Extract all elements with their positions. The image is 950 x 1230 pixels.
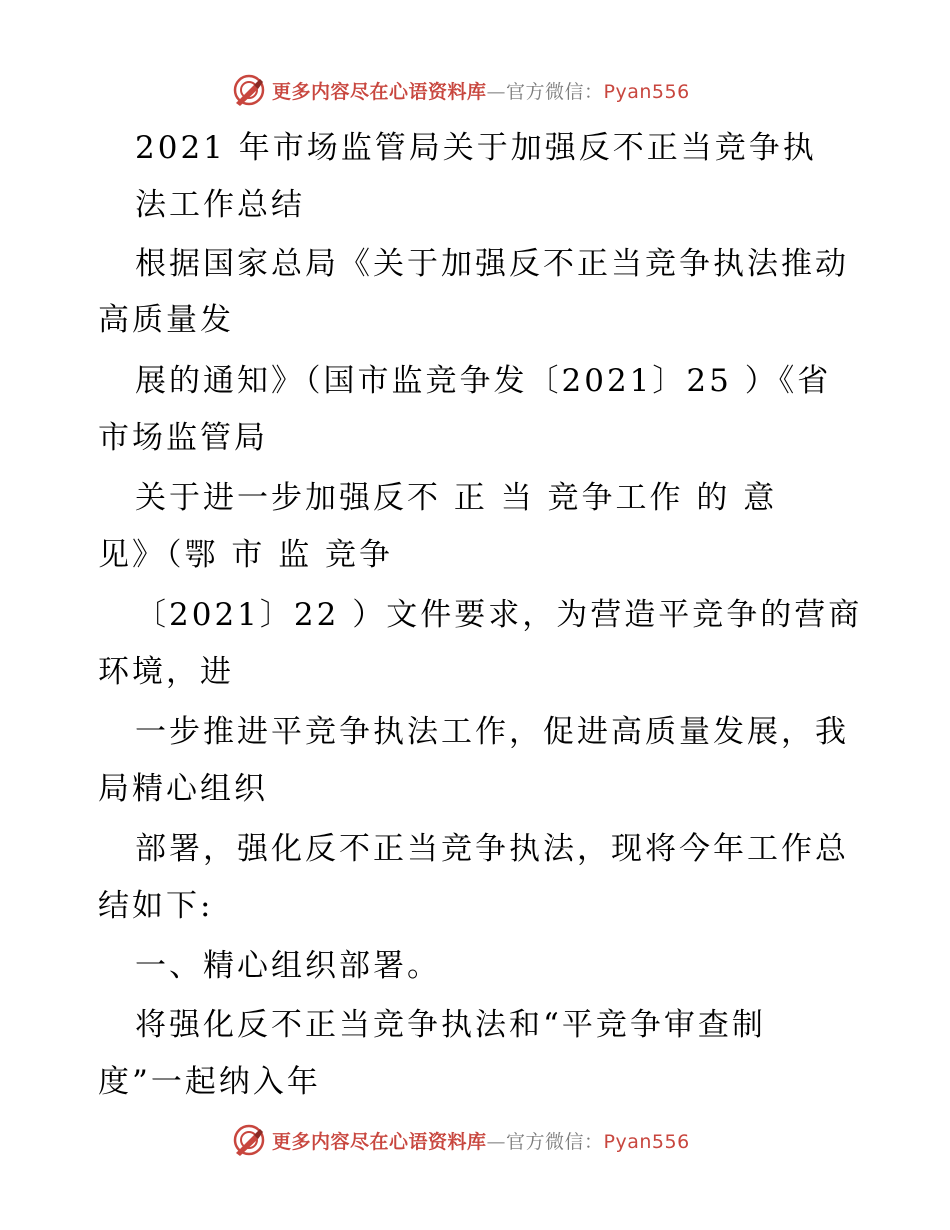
pen-logo-icon xyxy=(232,73,266,107)
footer-watermark xyxy=(232,1120,690,1160)
paragraph-line: 高质量发 xyxy=(98,302,234,338)
paragraph-line: 根据国家总局《关于加强反不正当竞争执法推动 xyxy=(135,246,849,282)
watermark-brand: 更多内容尽在心语资料库 xyxy=(272,80,487,103)
watermark-brand: 更多内容尽在心语资料库 xyxy=(272,1130,487,1153)
watermark-text xyxy=(272,1127,690,1154)
paragraph-line: 展的通知》（国市监竞争发〔2021〕25 ）《省 xyxy=(135,363,832,399)
paragraph-line: 一步推进平竞争执法工作，促进高质量发展，我 xyxy=(135,714,849,750)
document-title-line-1: 2021 年市场监管局关于加强反不正当竞争执 xyxy=(135,130,817,166)
watermark-text xyxy=(272,77,690,104)
paragraph-line: 度”一起纳入年 xyxy=(98,1064,321,1100)
paragraph-line: 部署，强化反不正当竞争执法，现将今年工作总 xyxy=(135,831,849,867)
paragraph-line: 环境，进 xyxy=(98,654,234,690)
watermark-official-label: 官方微信： xyxy=(506,80,604,103)
watermark-dash: — xyxy=(486,1130,507,1153)
watermark-official-label: 官方微信： xyxy=(506,1130,604,1153)
watermark-dash: — xyxy=(486,80,507,103)
watermark-account: Pyan556 xyxy=(603,80,690,103)
section-heading: 一、精心组织部署。 xyxy=(135,948,441,984)
paragraph-line: 关于进一步加强反不 正 当 竞争工作 的 意 xyxy=(135,480,778,516)
header-watermark xyxy=(232,70,690,110)
paragraph-line: 结如下: xyxy=(98,888,214,924)
pen-logo-icon xyxy=(232,1123,266,1157)
paragraph-line: 市场监管局 xyxy=(98,420,268,456)
document-title-line-2: 法工作总结 xyxy=(135,187,305,223)
paragraph-line: 局精心组织 xyxy=(98,771,268,807)
watermark-account: Pyan556 xyxy=(603,1130,690,1153)
paragraph-line: 将强化反不正当竞争执法和“平竞争审查制 xyxy=(135,1007,766,1043)
paragraph-line: 见》（鄂 市 监 竞争 xyxy=(98,537,394,573)
paragraph-line: 〔2021〕22 ）文件要求，为营造平竞争的营商 xyxy=(135,597,863,633)
